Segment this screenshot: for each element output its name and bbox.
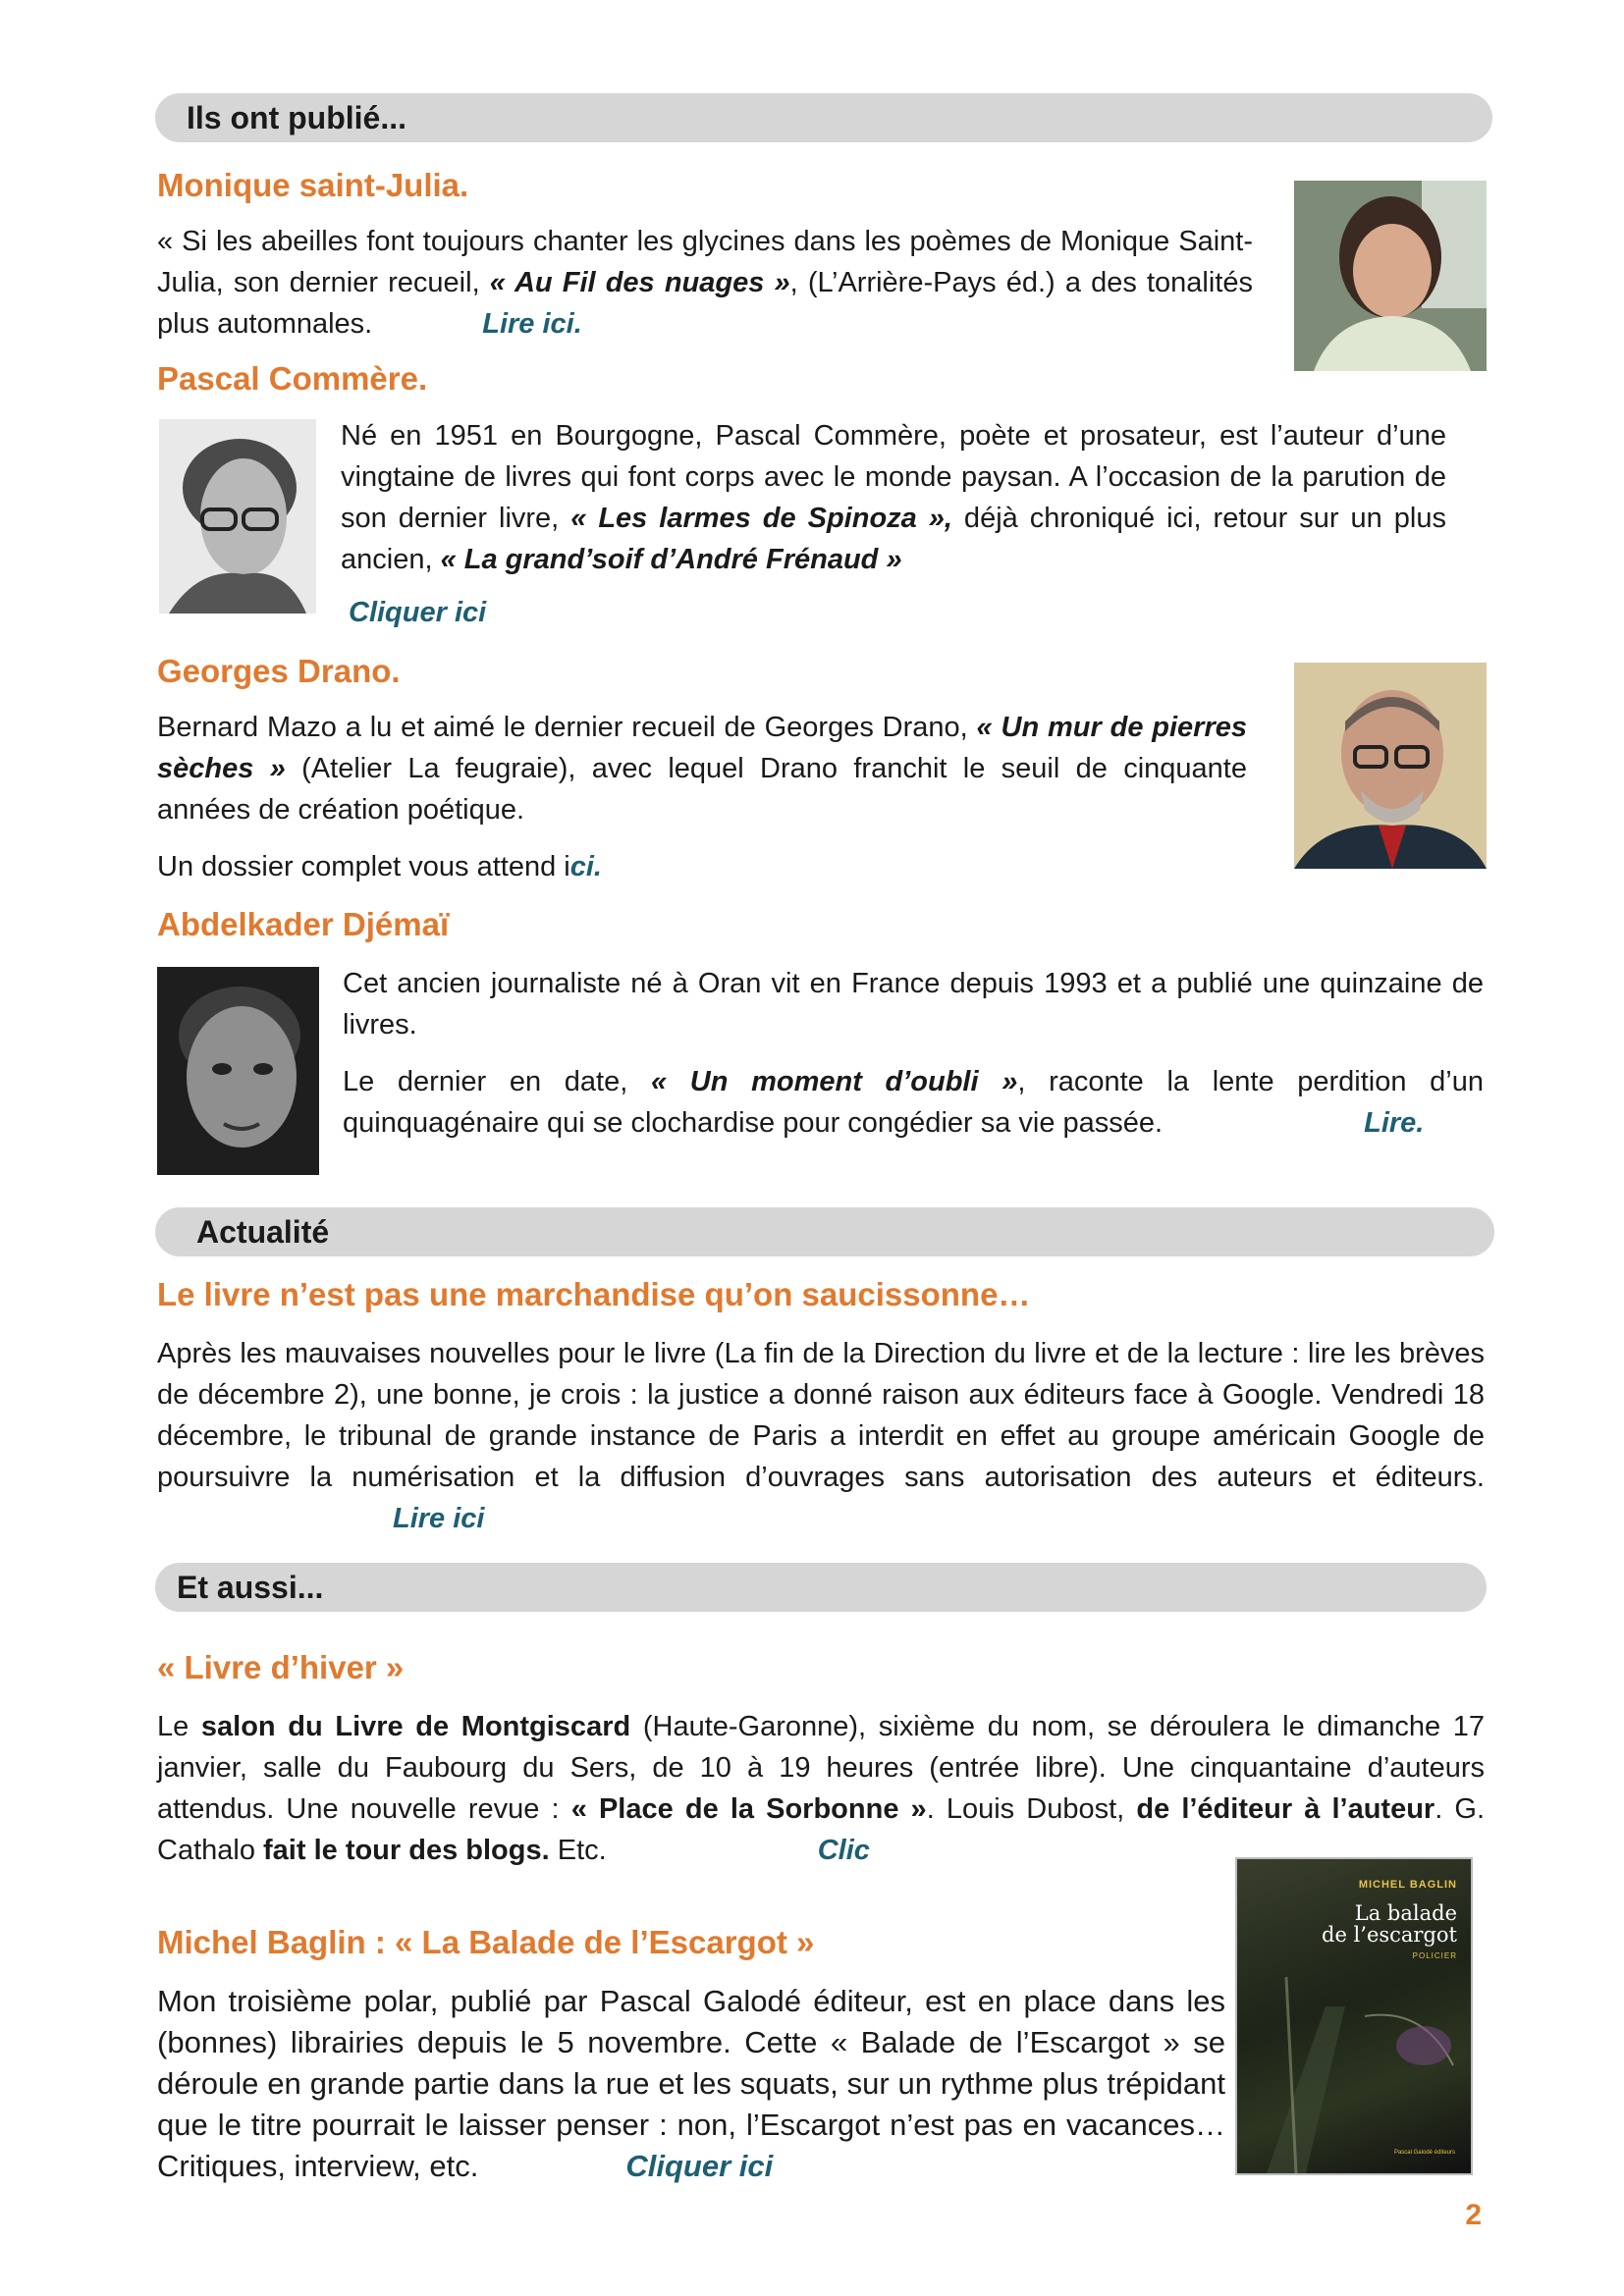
news-text: Après les mauvaises nouvelles pour le livre (La fin de la Direction du livre et de la lecture : lire les brèves de décembre 2), une bonne, je crois : la justice a donné raison aux éditeurs face à Google. Vendredi 18 décembre, le tribunal de grande instance de Paris a interdit en effet au groupe américain Google de poursuivre la numérisation et la diffusion d’ouvrages sans autorisation des auteurs et éditeurs.Lire ici [157, 1338, 1485, 1534]
author-photo-drano [1294, 663, 1487, 869]
event-heading: « Livre d’hiver » [157, 1649, 405, 1685]
book-title: « Un moment d’oubli » [650, 1066, 1018, 1097]
click-link[interactable]: Cliquer ici [625, 2149, 774, 2183]
section-title: Et aussi... [177, 1570, 324, 1605]
read-link[interactable]: Lire ici. [482, 308, 582, 340]
section-title: Ils ont publié... [187, 100, 406, 135]
book-title: « Les larmes de Spinoza », [570, 503, 952, 534]
book-title: « La grand’soif d’André Frénaud » [440, 544, 902, 575]
section-bar-published [155, 93, 1492, 142]
author-heading-saint-julia: Monique saint-Julia. [157, 167, 469, 203]
read-link[interactable]: Lire. [1364, 1107, 1425, 1139]
section-bar-also [155, 1563, 1487, 1612]
djemai-text: Le dernier en date, « Un moment d’oubli », raconte la lente perdition d’un quinquagénaire qui se clochardise pour congédier sa vie passée. Lire. [343, 1066, 1484, 1139]
book-title: « Au Fil des nuages » [489, 267, 790, 298]
baglin-heading: Michel Baglin : « La Balade de l’Escargot » [157, 1924, 815, 1960]
commere-text: Né en 1951 en Bourgogne, Pascal Commère, poète et prosateur, est l’auteur d’une vingtaine de livres qui font corps avec le monde paysan. A l’occasion de la parution de son dernier livre, « Les larmes de Spinoza », déjà chroniqué ici, retour sur un plus ancien, « La grand’soif d’André Frénaud » [341, 420, 1446, 575]
author-heading-djemai: Abdelkader Djémaï [157, 906, 450, 942]
dossier-link[interactable]: ci. [569, 851, 602, 882]
news-heading: Le livre n’est pas une marchandise qu’on saucissonne… [157, 1276, 1031, 1312]
book-title: « Un mur de pierres sèches » [157, 712, 1247, 784]
saint-julia-text: « Si les abeilles font toujours chanter les glycines dans les poèmes de Monique Saint-Julia, son dernier recueil, « Au Fil des nuages », (L’Arrière-Pays éd.) a des tonalités plus automnales. Lire ici. [157, 226, 1254, 340]
click-link-commere[interactable]: Cliquer ici [349, 597, 487, 628]
author-photo-djemai [157, 967, 319, 1175]
click-link[interactable]: Clic [817, 1835, 870, 1866]
section-title: Actualité [196, 1214, 330, 1250]
cover-author: MICHEL BAGLIN [1358, 1879, 1457, 1891]
book-cover [1235, 1857, 1473, 2175]
author-photo-commere [159, 419, 316, 614]
djemai-intro: Cet ancien journaliste né à Oran vit en France depuis 1993 et a publié une quinzaine de livres. [343, 968, 1484, 1041]
cover-title: La balade de l’escargot [1322, 1901, 1457, 1947]
section-bar-news [155, 1207, 1494, 1256]
drano-text: Bernard Mazo a lu et aimé le dernier recueil de Georges Drano, « Un mur de pierres sèches » (Atelier La feugraie), avec lequel Drano franchit le seuil de cinquante années de création poétique. [157, 712, 1247, 826]
author-photo-saint-julia [1294, 181, 1487, 371]
author-heading-commere: Pascal Commère. [157, 360, 428, 397]
baglin-text: Mon troisième polar, publié par Pascal Galodé éditeur, est en place dans les (bonnes) librairies depuis le 5 novembre. Cette « Balade de l’Escargot » se déroule en grande partie dans la rue et les squats, sur un rythme plus trépidant que le titre pourrait le laisser penser : non, l’Escargot n’est pas en vacances… Critiques, interview, etc. Cliquer ici [157, 1984, 1225, 2183]
author-heading-drano: Georges Drano. [157, 653, 401, 689]
cover-sub: POLICIER [1412, 1951, 1457, 1960]
publisher-logo: Pascal Galodé éditeurs [1393, 2150, 1456, 2156]
event-text: Le salon du Livre de Montgiscard (Haute-Garonne), sixième du nom, se déroulera le dimanche 17 janvier, salle du Faubourg du Sers, de 10 à 19 heures (entrée libre). Une cinquantaine d’auteurs attendus. Une nouvelle revue : « Place de la Sorbonne ». Louis Dubost, de l’éditeur à l’auteur. G. Cathalo fait le tour des blogs. Etc. Clic [157, 1711, 1486, 1866]
page-number: 2 [1465, 2199, 1482, 2231]
drano-dossier: Un dossier complet vous attend ici. [157, 851, 602, 882]
read-link[interactable]: Lire ici [393, 1503, 485, 1534]
